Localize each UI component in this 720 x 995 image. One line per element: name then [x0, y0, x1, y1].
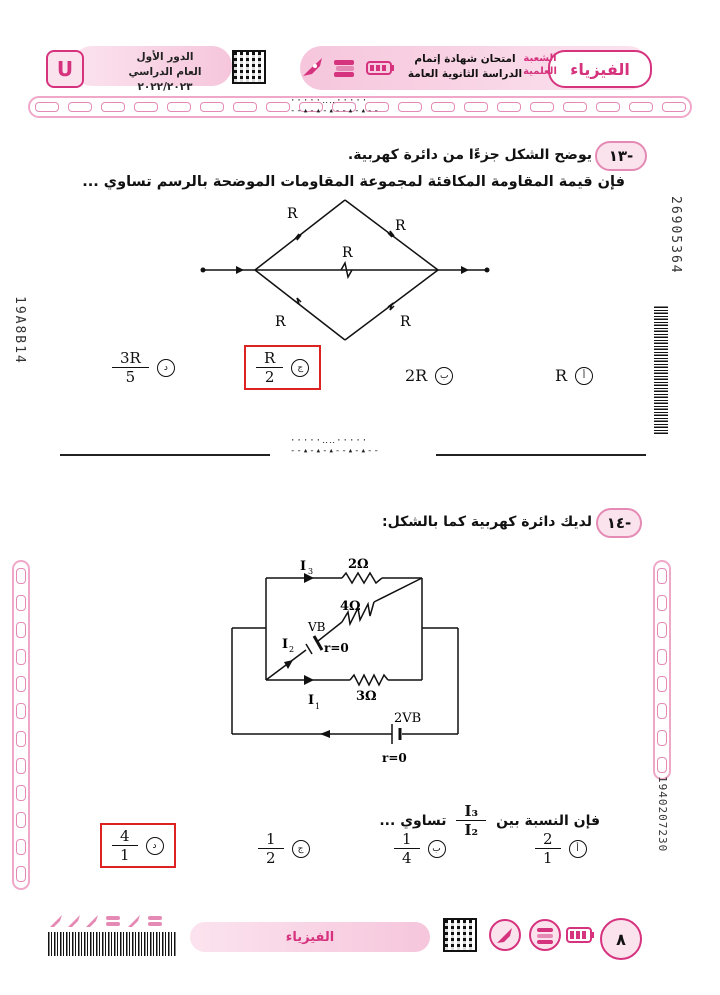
option-d-mark: د	[157, 359, 175, 377]
footer-subject-band: الفيزياء	[190, 922, 430, 952]
question-14-text-1: لديك دائرة كهربية كما بالشكل:	[382, 514, 592, 530]
qr-code-top	[232, 50, 266, 84]
option-a-mark: أ	[569, 840, 587, 858]
option-b-fraction: $\frac{1}{4}$	[394, 830, 420, 867]
question-13-text-1: يوضح الشكل جزءًا من دائرة كهربية.	[347, 147, 592, 163]
page-number: ٨	[600, 918, 642, 960]
option-c-mark: ج	[291, 359, 309, 377]
divider-right	[436, 454, 646, 456]
option-c-mark: ج	[292, 840, 310, 858]
battery-2vb-resistance: r=0	[382, 751, 407, 765]
ornament-middle: ·····‥‥····· --▴-▴-▴--▴-▴--	[290, 436, 380, 456]
year-label: العام الدراسي ٢٠٢٢/٢٠٢٣	[128, 66, 202, 93]
right-barcode	[654, 306, 668, 434]
option-d-mark: د	[146, 837, 164, 855]
ornament-top: ·····‥‥····· --▴-▴-▴--▴-▴--	[290, 96, 380, 116]
footer-icons	[48, 913, 178, 933]
question-13-text-2: فإن قيمة المقاومة المكافئة لمجموعة المقاومات الموضحة بالرسم تساوي ...	[82, 174, 625, 190]
battery-2vb-label: 2VB	[394, 711, 422, 726]
option-a-mark: أ	[575, 367, 593, 385]
ratio-fraction: $\frac{\text{I₃}}{\text{I₂}}$	[456, 802, 486, 839]
left-decor-strip	[12, 560, 30, 890]
resistor-label-bottom-left: R	[275, 314, 286, 330]
round-label: الدور الأول	[136, 51, 194, 63]
footer-rocket-icon	[488, 918, 522, 956]
magnet-logo-icon: U	[46, 50, 84, 88]
exam-title-line2: الدراسة الثانوية العامة	[407, 68, 523, 80]
footer-battery-icon	[566, 924, 596, 950]
option-a-value: R	[555, 366, 568, 385]
question-14-prefix: فإن النسبة بين	[496, 812, 600, 829]
battery-icon	[366, 60, 396, 80]
qr-code-bottom	[443, 918, 477, 952]
current-label-I2: I	[282, 637, 289, 652]
current-sub-I3: 3	[308, 567, 314, 576]
option-a-fraction: $\frac{2}{1}$	[535, 830, 561, 867]
resistor-label-top-left: R	[287, 206, 298, 222]
books-icon	[332, 56, 358, 84]
q13-option-a[interactable]	[555, 366, 593, 385]
exam-title-line1: امتحان شهادة إتمام	[414, 53, 516, 65]
option-b-mark: ب	[428, 840, 446, 858]
question-14-suffix: تساوي ...	[379, 812, 447, 829]
divider-left	[60, 454, 270, 456]
left-vertical-code: 19A8B14	[12, 296, 27, 365]
option-c-fraction: $\frac{1}{2}$	[258, 830, 284, 867]
branch-label: الشعبة العلمية	[523, 53, 557, 77]
resistor-4ohm-label: 4Ω	[340, 599, 361, 614]
q13-option-c-selected[interactable]	[244, 345, 321, 390]
battery-vb-label: VB	[308, 620, 326, 634]
q14-option-d-selected[interactable]	[100, 823, 176, 868]
option-b-value: 2R	[405, 366, 428, 385]
q14-option-b[interactable]	[394, 830, 446, 867]
footer-books-icon	[528, 918, 562, 956]
resistor-label-middle: R	[342, 245, 353, 261]
right-decor-strip	[653, 560, 671, 780]
rocket-icon	[300, 56, 326, 84]
current-label-I3: I	[300, 559, 307, 574]
option-d-fraction: $\frac{3R}{5}$	[112, 349, 149, 386]
resistor-2ohm-label: 2Ω	[348, 557, 369, 572]
q13-resistor-diagram	[195, 190, 495, 354]
current-sub-I2: 2	[289, 645, 295, 654]
q14-circuit-diagram	[222, 552, 472, 776]
question-number-14: -١٤	[596, 508, 642, 538]
subject-badge: الفيزياء	[548, 50, 652, 88]
q13-option-d[interactable]	[112, 349, 175, 386]
right-vertical-code-bottom: 1940207230	[656, 776, 669, 853]
option-d-fraction: $\frac{4}{1}$	[112, 827, 138, 864]
footer-barcode	[48, 932, 176, 956]
exam-title	[405, 52, 525, 82]
q14-option-c[interactable]	[258, 830, 310, 867]
exam-round	[100, 50, 230, 95]
question-number-13: -١٣	[595, 141, 647, 171]
resistor-label-top-right: R	[395, 218, 406, 234]
battery-vb-resistance: r=0	[324, 641, 349, 655]
option-c-fraction: $\frac{R}{2}$	[256, 349, 283, 386]
q13-option-b[interactable]	[405, 366, 453, 385]
q14-option-a[interactable]	[535, 830, 587, 867]
resistor-label-bottom-right: R	[400, 314, 411, 330]
current-label-I1: I	[308, 693, 315, 708]
current-sub-I1: 1	[315, 702, 321, 711]
resistor-3ohm-label: 3Ω	[356, 689, 377, 704]
option-b-mark: ب	[435, 367, 453, 385]
right-vertical-code: 26905364	[668, 196, 683, 275]
